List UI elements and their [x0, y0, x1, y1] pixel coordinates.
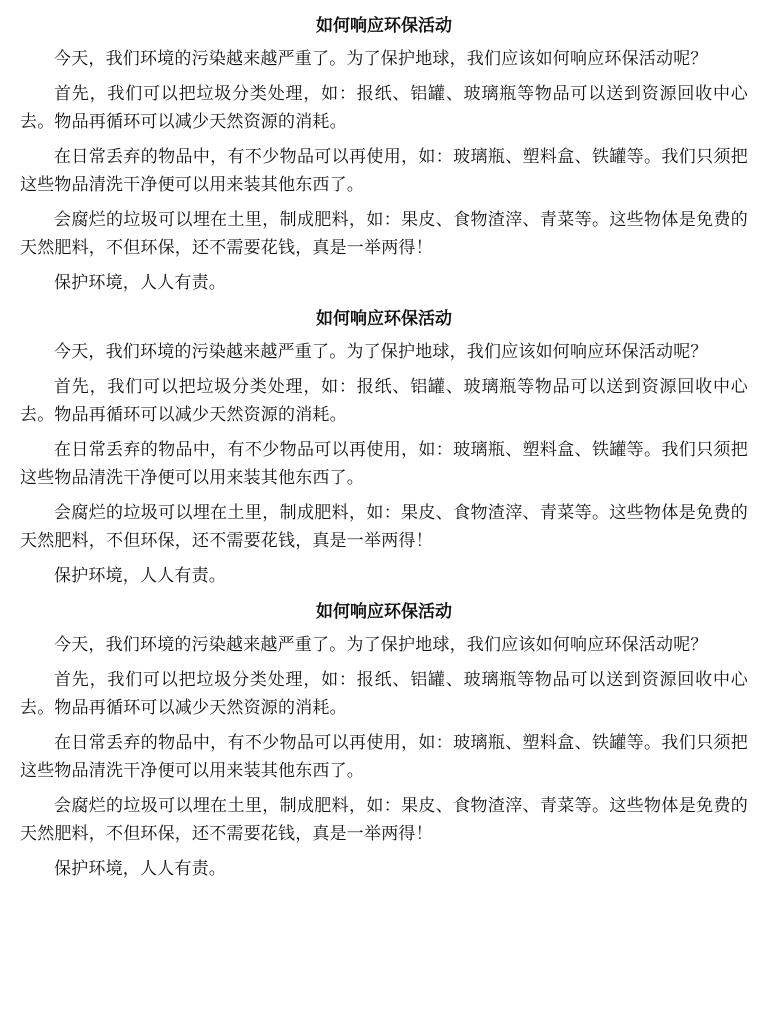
- paragraph-reuse: 在日常丢弃的物品中，有不少物品可以再使用，如：玻璃瓶、塑料盒、铁罐等。我们只须把这些物品清洗干净便可以用来装其他东西了。: [20, 440, 748, 488]
- essay-section-1: [20, 14, 748, 297]
- paragraph-reuse: 在日常丢弃的物品中，有不少物品可以再使用，如：玻璃瓶、塑料盒、铁罐等。我们只须把这些物品清洗干净便可以用来装其他东西了。: [20, 733, 748, 781]
- paragraph-intro: 今天，我们环境的污染越来越严重了。为了保护地球，我们应该如何响应环保活动呢？: [54, 49, 708, 69]
- paragraph-conclusion: 保护环境，人人有责。: [54, 273, 226, 293]
- essay-title: 如何响应环保活动: [316, 309, 452, 329]
- paragraph-intro: 今天，我们环境的污染越来越严重了。为了保护地球，我们应该如何响应环保活动呢？: [54, 635, 708, 655]
- paragraph-intro: 今天，我们环境的污染越来越严重了。为了保护地球，我们应该如何响应环保活动呢？: [54, 342, 708, 362]
- paragraph-conclusion: 保护环境，人人有责。: [54, 859, 226, 879]
- paragraph-sorting: 首先，我们可以把垃圾分类处理，如：报纸、铝罐、玻璃瓶等物品可以送到资源回收中心去。物品再循环可以减少天然资源的消耗。: [20, 84, 748, 132]
- essay-title: 如何响应环保活动: [316, 16, 452, 36]
- paragraph-sorting: 首先，我们可以把垃圾分类处理，如：报纸、铝罐、玻璃瓶等物品可以送到资源回收中心去。物品再循环可以减少天然资源的消耗。: [20, 377, 748, 425]
- paragraph-conclusion: 保护环境，人人有责。: [54, 566, 226, 586]
- essay-title: 如何响应环保活动: [316, 602, 452, 622]
- essay-section-3: [20, 600, 748, 883]
- paragraph-compost: 会腐烂的垃圾可以埋在土里，制成肥料，如：果皮、食物渣滓、青菜等。这些物体是免费的天然肥料，不但环保，还不需要花钱，真是一举两得！: [20, 503, 748, 551]
- paragraph-sorting: 首先，我们可以把垃圾分类处理，如：报纸、铝罐、玻璃瓶等物品可以送到资源回收中心去。物品再循环可以减少天然资源的消耗。: [20, 670, 748, 718]
- paragraph-compost: 会腐烂的垃圾可以埋在土里，制成肥料，如：果皮、食物渣滓、青菜等。这些物体是免费的天然肥料，不但环保，还不需要花钱，真是一举两得！: [20, 210, 748, 258]
- essay-section-2: [20, 307, 748, 590]
- paragraph-reuse: 在日常丢弃的物品中，有不少物品可以再使用，如：玻璃瓶、塑料盒、铁罐等。我们只须把这些物品清洗干净便可以用来装其他东西了。: [20, 147, 748, 195]
- paragraph-compost: 会腐烂的垃圾可以埋在土里，制成肥料，如：果皮、食物渣滓、青菜等。这些物体是免费的天然肥料，不但环保，还不需要花钱，真是一举两得！: [20, 796, 748, 844]
